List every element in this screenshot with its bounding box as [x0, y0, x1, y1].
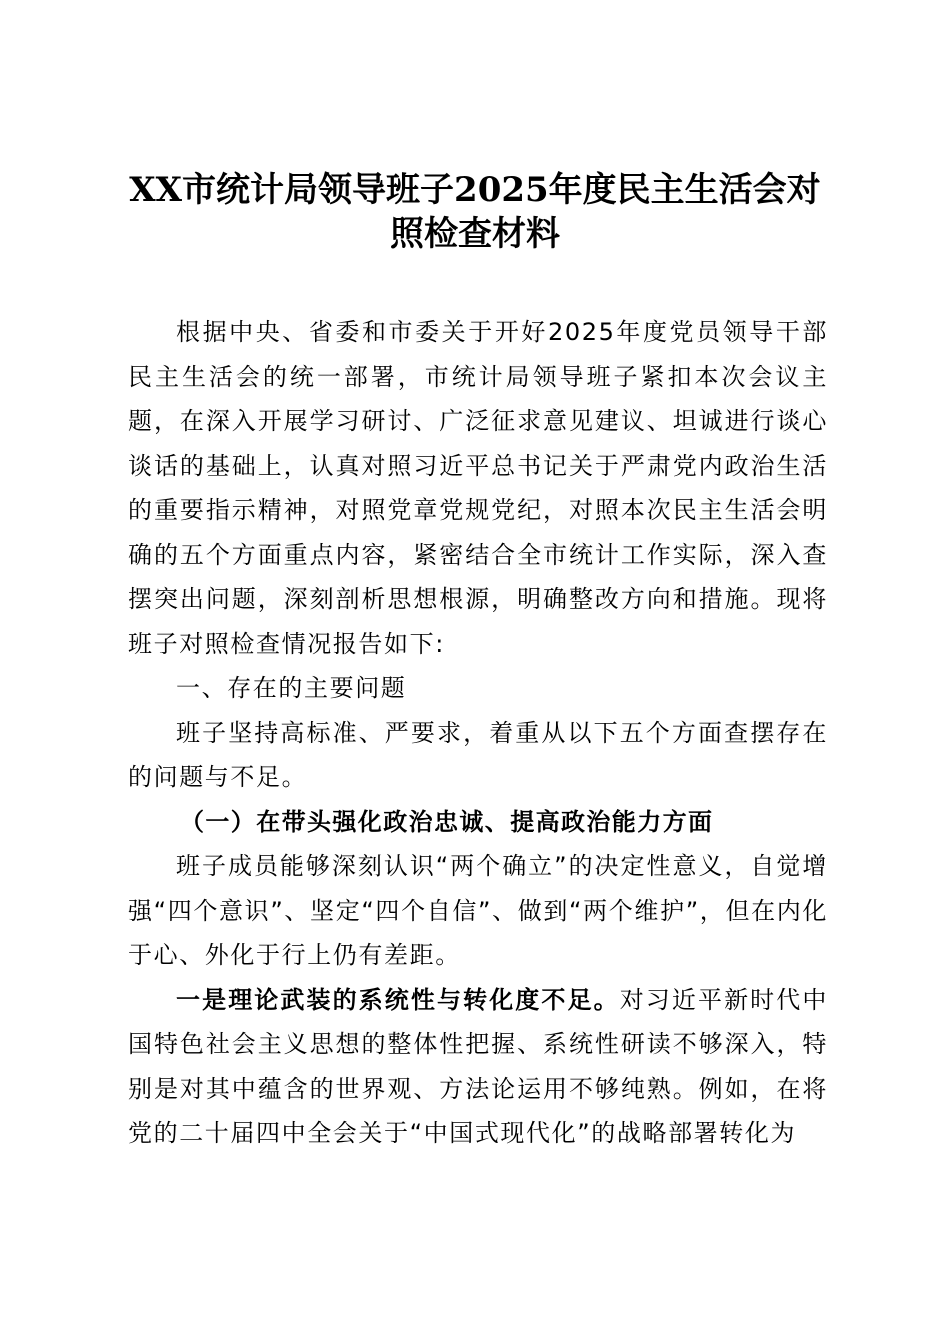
- intro-paragraph: 根据中央、省委和市委关于开好2025年度党员领导干部民主生活会的统一部署，市统计局领导班子紧扣本次会议主题，在深入开展学习研讨、广泛征求意见建议、坦诚进行谈心谈话的基础上，认真对照习近平总书记关于严肃党内政治生活的重要指示精神，对照党章党规党纪，对照本次民主生活会明确的五个方面重点内容，紧密结合全市统计工作实际，深入查摆突出问题，深刻剖析思想根源，明确整改方向和措施。现将班子对照检查情况报告如下:: [128, 318, 828, 658]
- section-heading-problems: 一、存在的主要问题: [176, 674, 407, 702]
- section-intro-paragraph: 班子坚持高标准、严要求，着重从以下五个方面查摆存在的问题与不足。: [128, 718, 828, 791]
- document-title: [100, 168, 850, 256]
- title-line-1: XX市统计局领导班子2025年度民主生活会对: [129, 170, 821, 210]
- subsection-paragraph: 班子成员能够深刻认识“两个确立”的决定性意义，自觉增强“四个意识”、坚定“四个自信”、做到“两个维护”，但在内化于心、外化于行上仍有差距。: [128, 852, 828, 969]
- point-lead: 一是理论武装的系统性与转化度不足。: [176, 985, 620, 1014]
- document-body: [128, 310, 828, 1156]
- point-text: 对习近平新时代中国特色社会主义思想的整体性把握、系统性研读不够深入，特别是对其中蕴含的世界观、方法论运用不够纯熟。例如，在将党的二十届四中全会关于“中国式现代化”的战略部署转化为: [128, 985, 828, 1147]
- point-paragraph: [128, 978, 828, 1156]
- subsection-heading-political-loyalty: （一）在带头强化政治忠诚、提高政治能力方面: [180, 807, 714, 836]
- title-line-2: 照检查材料: [390, 214, 560, 254]
